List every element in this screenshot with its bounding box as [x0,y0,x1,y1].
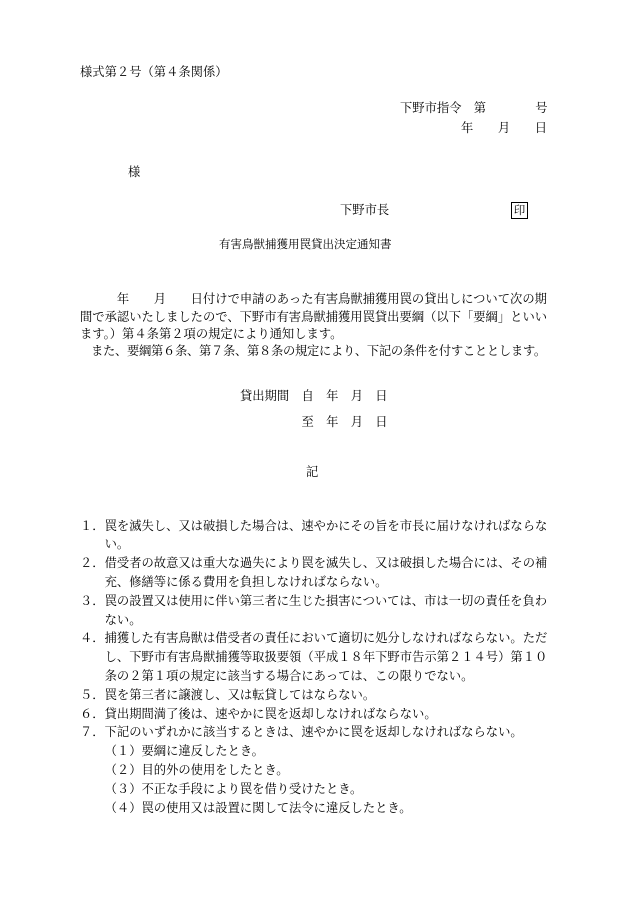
sub-item-number: （１） [104,744,142,759]
condition-item [80,517,547,555]
body-line: 年 月 日付けで申請のあった有害鳥獣捕獲用罠の貸出しについて次の期 [116,292,547,307]
condition-text-line: 条の２第１項の規定に該当する場合にあっては、この限りでない。 [104,668,474,683]
sub-item-text: 目的外の使用をしたとき。 [141,762,289,777]
conditions-list [80,517,547,818]
body-line: 間で承認いたしましたので、下野市有害鳥獣捕獲用罠貸出要綱（以下「要綱」といい [80,309,548,324]
condition-item [80,592,547,630]
condition-number: ５． [80,687,105,702]
record-heading: 記 [306,465,319,479]
sub-item-number: （４） [104,800,142,815]
condition-text-line: 罠を滅失し、又は破損した場合は、速やかにその旨を市長に届けなければならな [104,518,548,533]
condition-text-line: 捕獲した有害鳥獣は借受者の責任において適切に処分しなければならない。ただ [104,631,548,646]
addressee-suffix: 様 [128,165,141,179]
sub-item-text: 要綱に違反したとき。 [141,744,264,759]
loan-period-to: 至 年 月 日 [301,415,388,429]
condition-item [80,723,547,817]
document-title: 有害鳥獣捕獲用罠貸出決定通知書 [219,237,392,251]
condition-sub-item [105,761,547,780]
condition-number: １． [80,518,105,533]
condition-text-line: 下記のいずれかに該当するときは、速やかに罠を返却しなければならない。 [104,725,523,740]
condition-number: ６． [80,706,105,721]
body-line: また、要綱第６条、第７条、第８条の規定により、下記の条件を付すこととします。 [91,344,546,359]
sub-item-text: 不正な手段により罠を借り受けたとき。 [141,781,363,796]
condition-text-line: 貸出期間満了後は、速やかに罠を返却しなければならない。 [104,706,437,721]
notice-date: 年 月 日 [461,121,548,135]
sub-item-number: （３） [104,781,142,796]
notice-body [80,291,547,360]
condition-number: ３． [80,593,105,608]
condition-sub-item [105,742,547,761]
loan-period-label: 貸出期間 [240,389,290,403]
condition-text-line: い。 [104,537,130,552]
condition-sub-item [105,799,547,818]
issuer-name: 下野市長 [340,203,390,217]
condition-number: ４． [80,631,105,646]
body-line: ます。）第４条第２項の規定により通知します。 [80,326,343,341]
condition-item [80,554,547,592]
sub-item-text: 罠の使用又は設置に関して法令に違反したとき。 [141,800,412,815]
loan-period-from: 自 年 月 日 [301,389,388,403]
condition-text-line: ない。 [104,612,142,627]
condition-text-line: 罠の設置又は使用に伴い第三者に生じた損害については、市は一切の責任を負わ [104,593,548,608]
condition-item [80,686,547,705]
condition-text-line: 罠を第三者に譲渡し、又は転貸してはならない。 [104,687,376,702]
condition-sub-item [105,780,547,799]
condition-item [80,705,547,724]
seal-stamp-box: 印 [511,202,528,219]
condition-number: ７． [80,725,105,740]
condition-text-line: し、下野市有害鳥獣捕獲等取扱要領（平成１８年下野市告示第２１４号）第１０ [104,650,548,665]
condition-text-line: 借受者の故意又は重大な過失により罠を滅失し、又は破損した場合には、その補 [104,556,548,571]
directive-number: 下野市指令 第 号 [400,101,548,115]
condition-item [80,629,547,685]
form-number: 様式第２号（第４条関係） [80,65,228,79]
condition-text-line: 充、修繕等に係る費用を負担しなければならない。 [104,574,388,589]
sub-item-number: （２） [104,762,142,777]
condition-number: ２． [80,556,105,571]
